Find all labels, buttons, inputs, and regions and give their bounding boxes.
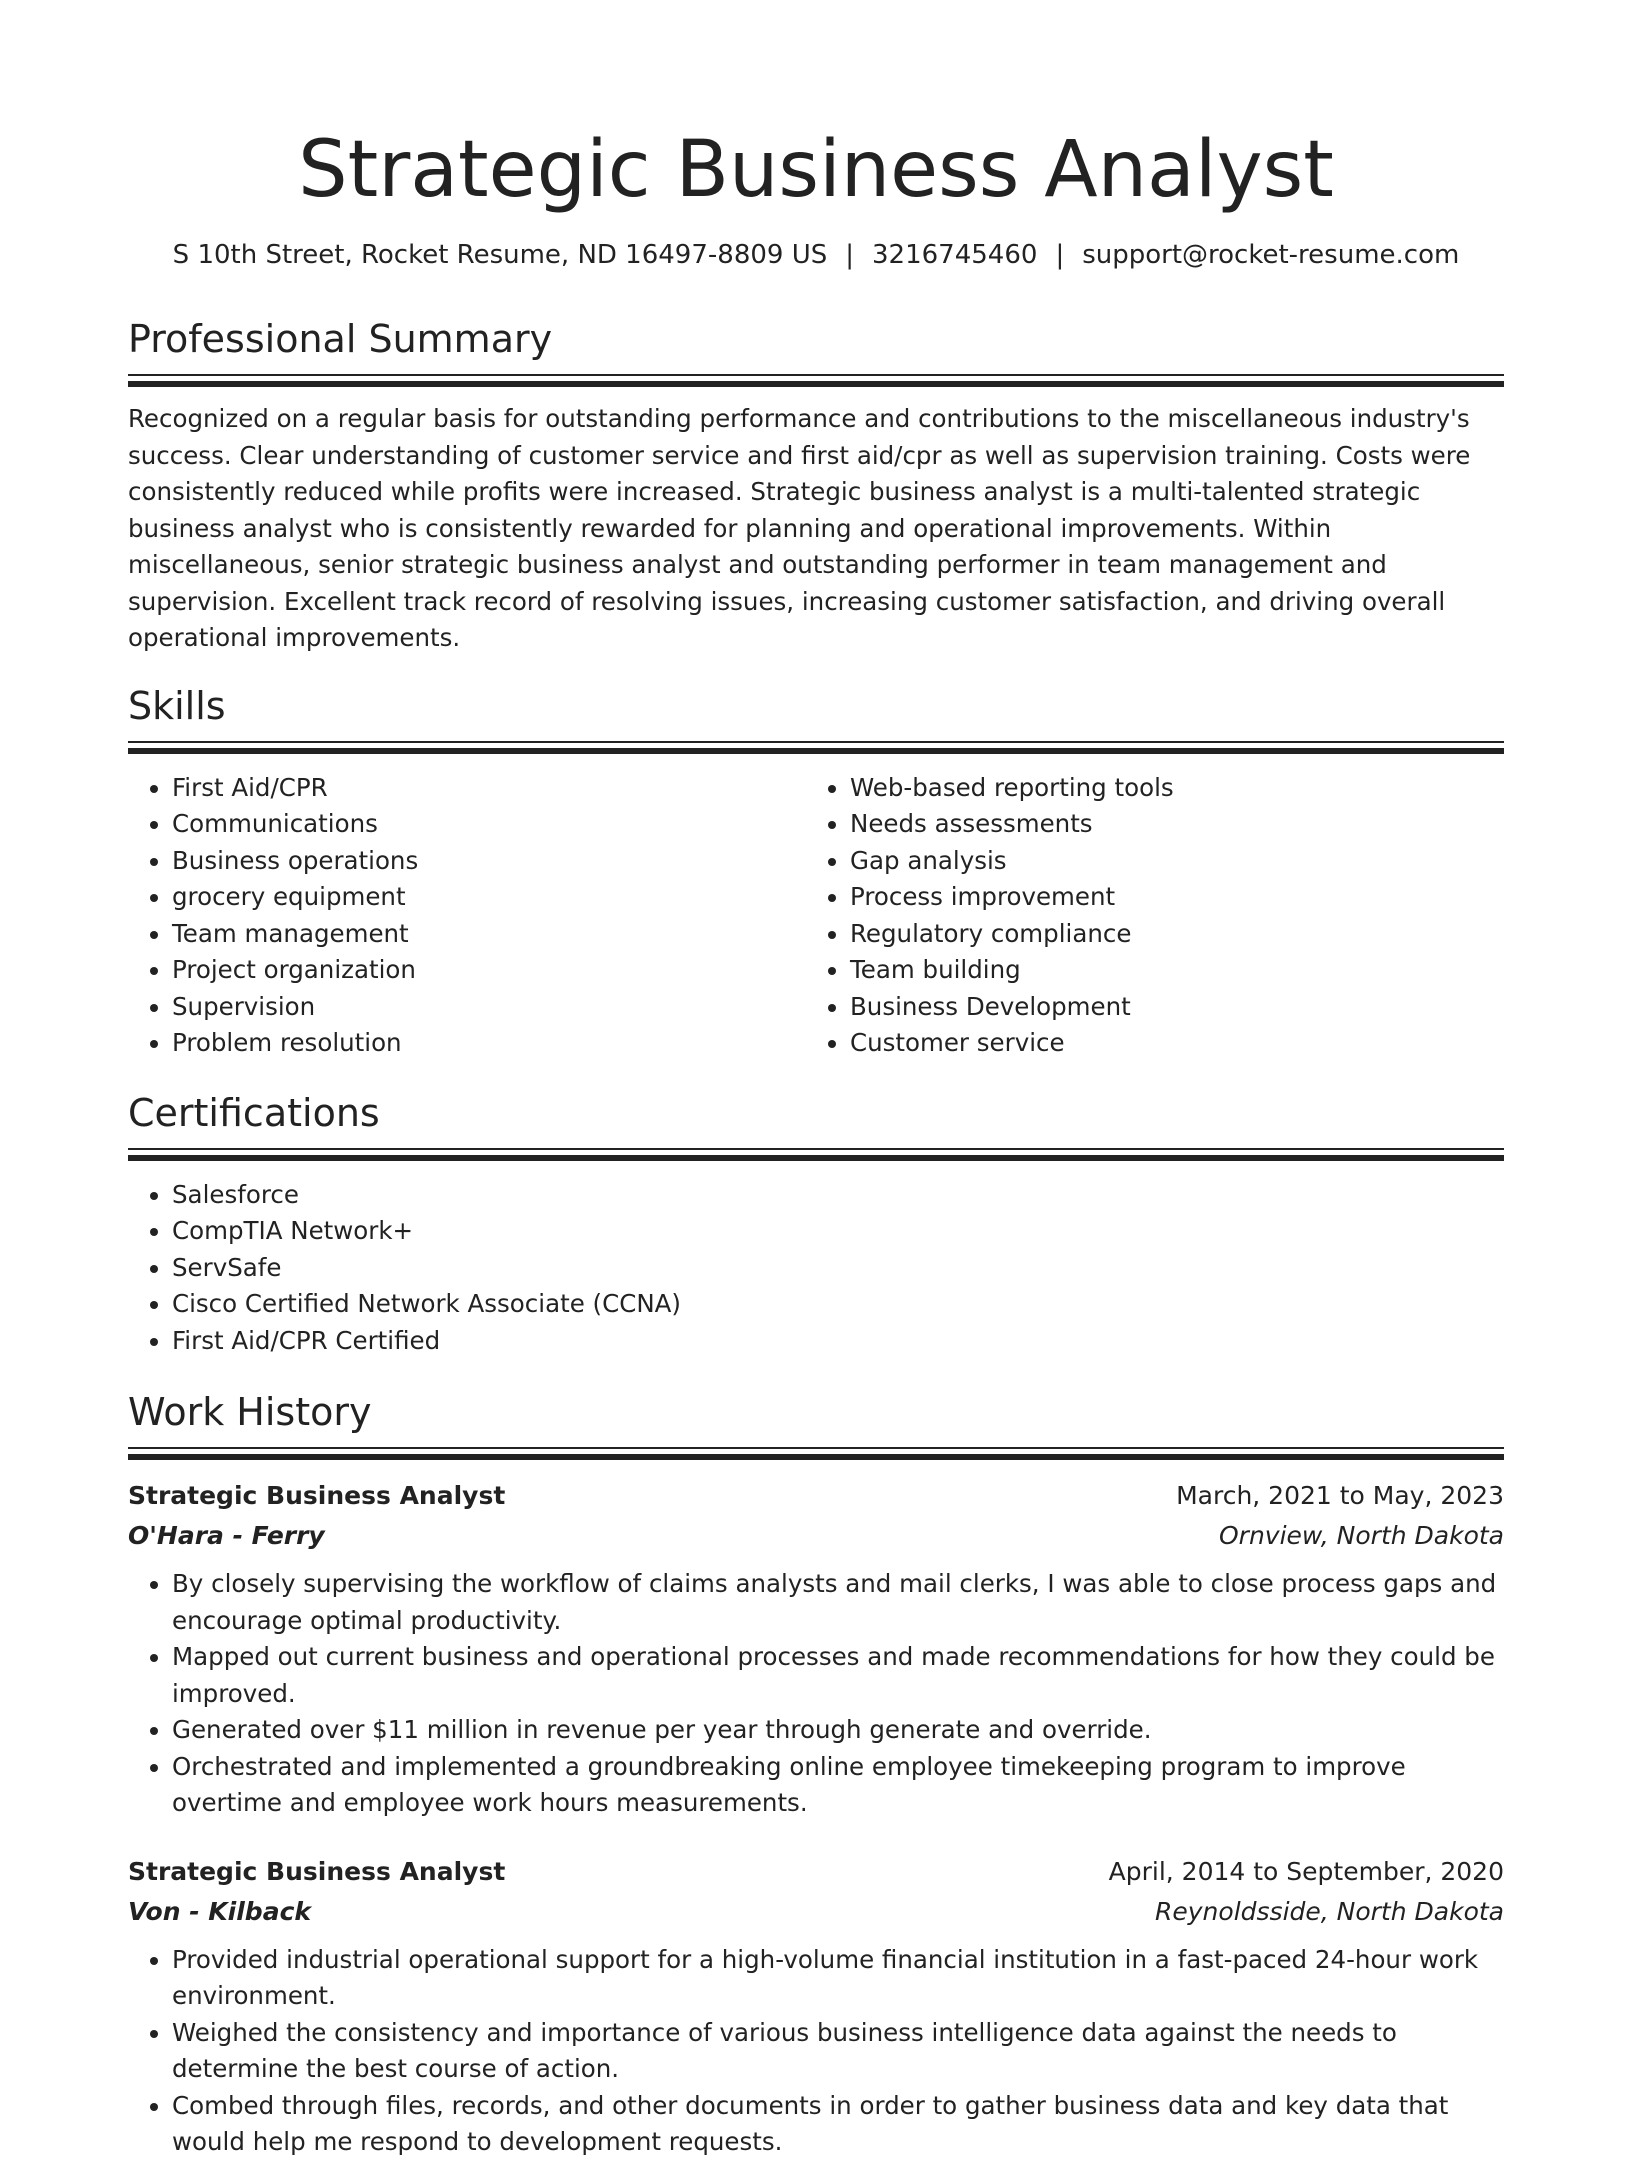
section-title-certifications: Certifications (128, 1090, 380, 1135)
certification-item: • ServSafe (172, 1250, 1504, 1287)
skill-item: • Customer service (850, 1025, 1484, 1062)
skill-item: • Gap analysis (850, 843, 1484, 880)
job-bullet: • Orchestrated and implemented a groundbreaking online employee timekeeping program to improve overtime and employee work hours measurements. (172, 1749, 1504, 1822)
job-bullet: • Combed through files, records, and other documents in order to gather business data and key data that would help me respond to development requests. (172, 2088, 1504, 2161)
certification-item: • Salesforce (172, 1177, 1504, 1214)
skill-item: • Needs assessments (850, 806, 1484, 843)
skill-item: • Business operations (172, 843, 806, 880)
certification-item: • First Aid/CPR Certified (172, 1323, 1504, 1360)
skill-item: • Process improvement (850, 879, 1484, 916)
summary-text: Recognized on a regular basis for outstanding performance and contributions to the miscellaneous industry's success. Clear understanding of customer service and first aid/cpr as well as supervision training. Costs were consistently reduced while profits were increased. Strategic business analyst is a multi-talented strategic business analyst who is consistently rewarded for planning and operational improvements. Within miscellaneous, senior strategic business analyst and outstanding performer in team management and supervision. Excellent track record of resolving issues, increasing customer satisfaction, and driving overall operational improvements. (128, 404, 1471, 652)
job-subheader (128, 1516, 1504, 1556)
certification-item: • Cisco Certified Network Associate (CCNA) (172, 1286, 1504, 1323)
section-title-summary: Professional Summary (128, 317, 553, 361)
phone: 3216745460 (872, 240, 1038, 270)
job-header (128, 1476, 1504, 1516)
job-bullet: • Provided industrial operational support for a high-volume financial institution in a fast-paced 24-hour work environment. (172, 1942, 1504, 2015)
section-title-work-history: Work History (128, 1390, 372, 1434)
skills-section (128, 683, 1504, 1062)
job-bullet: • By closely supervising the workflow of claims analysts and mail clerks, I was able to close process gaps and encourage optimal productivity. (172, 1566, 1504, 1639)
job-subheader (128, 1892, 1504, 1932)
skill-item: • Web-based reporting tools (850, 770, 1484, 807)
contact-line (128, 238, 1504, 272)
job-location: Reynoldsside, North Dakota (1155, 1896, 1504, 1926)
job-location: Ornview, North Dakota (1219, 1521, 1504, 1550)
job-company: O'Hara - Ferry (128, 1521, 325, 1550)
job-bullet: • Mapped out current business and operational processes and made recommendations for how they could be improved. (172, 1639, 1504, 1712)
skill-item: • Project organization (172, 952, 806, 989)
certifications-list (128, 1177, 1504, 1360)
address: S 10th Street, Rocket Resume, ND 16497-8809 US (172, 240, 828, 270)
job-bullet: • Weighed the consistency and importance of various business intelligence data against the needs to determine the best course of action. (172, 2015, 1504, 2088)
skill-item: • Business Development (850, 989, 1484, 1026)
job-entry (128, 1476, 1504, 1822)
job-bullet: • Generated over $11 million in revenue per year through generate and override. (172, 1712, 1504, 1749)
certifications-section (128, 1090, 1504, 1360)
skill-item: • grocery equipment (172, 879, 806, 916)
skill-item: • Supervision (172, 989, 806, 1026)
skill-item: • Problem resolution (172, 1025, 806, 1062)
email: support@rocket-resume.com (1082, 240, 1460, 270)
certification-item: • CompTIA Network+ (172, 1213, 1504, 1250)
skills-left-list (128, 770, 806, 1062)
skill-item: • Communications (172, 806, 806, 843)
job-company: Von - Kilback (128, 1896, 312, 1926)
section-title-skills: Skills (128, 683, 226, 728)
skills-columns (128, 770, 1504, 1062)
skills-left-column (128, 770, 806, 1062)
job-bullets (128, 1566, 1504, 1822)
skill-item: • First Aid/CPR (172, 770, 806, 807)
separator: | (1055, 240, 1065, 270)
summary-section (128, 316, 1504, 657)
skill-item: • Team building (850, 952, 1484, 989)
job-header (128, 1852, 1504, 1892)
job-title: Strategic Business Analyst (128, 1481, 506, 1510)
job-bullets (128, 1942, 1504, 2161)
section-rule (128, 741, 1504, 754)
skills-right-list (806, 770, 1484, 1062)
skill-item: • Regulatory compliance (850, 916, 1484, 953)
section-rule (128, 1447, 1504, 1460)
skills-right-column (806, 770, 1484, 1062)
skill-item: • Team management (172, 916, 806, 953)
job-dates: March, 2021 to May, 2023 (1176, 1481, 1504, 1510)
candidate-name: Strategic Business Analyst (298, 125, 1334, 215)
job-title: Strategic Business Analyst (128, 1856, 506, 1886)
separator: | (845, 240, 855, 270)
section-rule (128, 1148, 1504, 1161)
work-history-section (128, 1389, 1504, 2161)
job-entry (128, 1852, 1504, 2161)
job-dates: April, 2014 to September, 2020 (1108, 1856, 1504, 1886)
resume-page (128, 0, 1504, 2161)
section-rule (128, 374, 1504, 387)
